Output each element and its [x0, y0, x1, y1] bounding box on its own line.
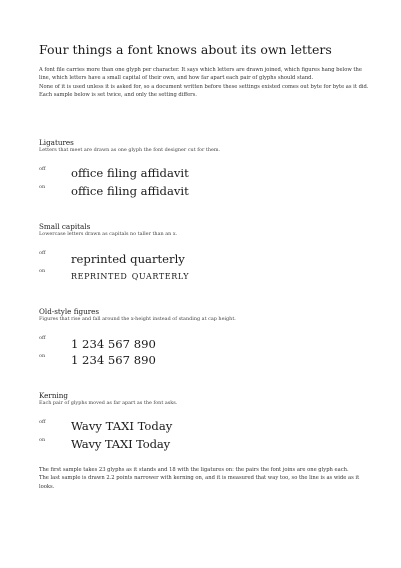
footer-paragraph: The first sample takes 23 glyphs as it stands and 18 with the ligatures on: the pairs the font joins are one glyph each. — [39, 467, 349, 473]
section-old-style-figures — [39, 307, 369, 323]
section-title: Kerning — [39, 391, 69, 400]
off-label: off — [39, 419, 46, 425]
small-capitals-sample-on: reprinted quarterly — [71, 268, 190, 282]
on-label: on — [39, 184, 46, 190]
section-description: Each pair of glyphs moved as far apart as the font asks. — [39, 400, 178, 406]
old-style-figures-sample-on: 1 234 567 890 — [71, 353, 156, 367]
kerning-sample-off: Wavy TAXI Today — [71, 419, 173, 433]
intro-paragraph: A font file carries more than one glyph per character. It says which letters are drawn joined, which figures hang below the line, which letters have a small capital of their own, and how far apart each pair of glyphs should stand. — [39, 67, 362, 82]
old-style-figures-sample-off: 1 234 567 890 — [71, 337, 156, 351]
section-title: Ligatures — [39, 138, 74, 147]
section-title: Old-style figures — [39, 307, 100, 316]
footer-notes — [39, 466, 369, 491]
section-small-capitals — [39, 222, 369, 238]
section-description: Figures that rise and fall around the x-height instead of standing at cap height. — [39, 316, 236, 322]
intro-text — [39, 66, 369, 99]
section-description: Lowercase letters drawn as capitals no taller than an x. — [39, 231, 178, 237]
off-label: off — [39, 250, 46, 256]
section-description: Letters that meet are drawn as one glyph the font designer cut for them. — [39, 147, 221, 153]
page-title: Four things a font knows about its own letters — [39, 42, 332, 57]
section-title: Small capitals — [39, 222, 91, 231]
ligatures-sample-off: office filing affidavit — [71, 166, 189, 180]
on-label: on — [39, 437, 46, 443]
ligatures-sample-on: office filing affidavit — [71, 184, 189, 198]
section-ligatures — [39, 138, 369, 154]
on-label: on — [39, 268, 46, 274]
kerning-sample-on: Wavy TAXI Today — [71, 437, 171, 451]
footer-paragraph: The last sample is drawn 2.2 points narrower with kerning on, and it is measured that way too, so the line is as wide as it looks. — [39, 475, 360, 490]
small-capitals-sample-off: reprinted quarterly — [71, 252, 185, 266]
on-label: on — [39, 353, 46, 359]
off-label: off — [39, 166, 46, 172]
off-label: off — [39, 335, 46, 341]
section-kerning — [39, 391, 369, 407]
intro-paragraph: None of it is used unless it is asked for, so a document written before these settings existed comes out byte for byte as it did. Each sample below is set twice, and only the setting differs. — [39, 83, 369, 98]
